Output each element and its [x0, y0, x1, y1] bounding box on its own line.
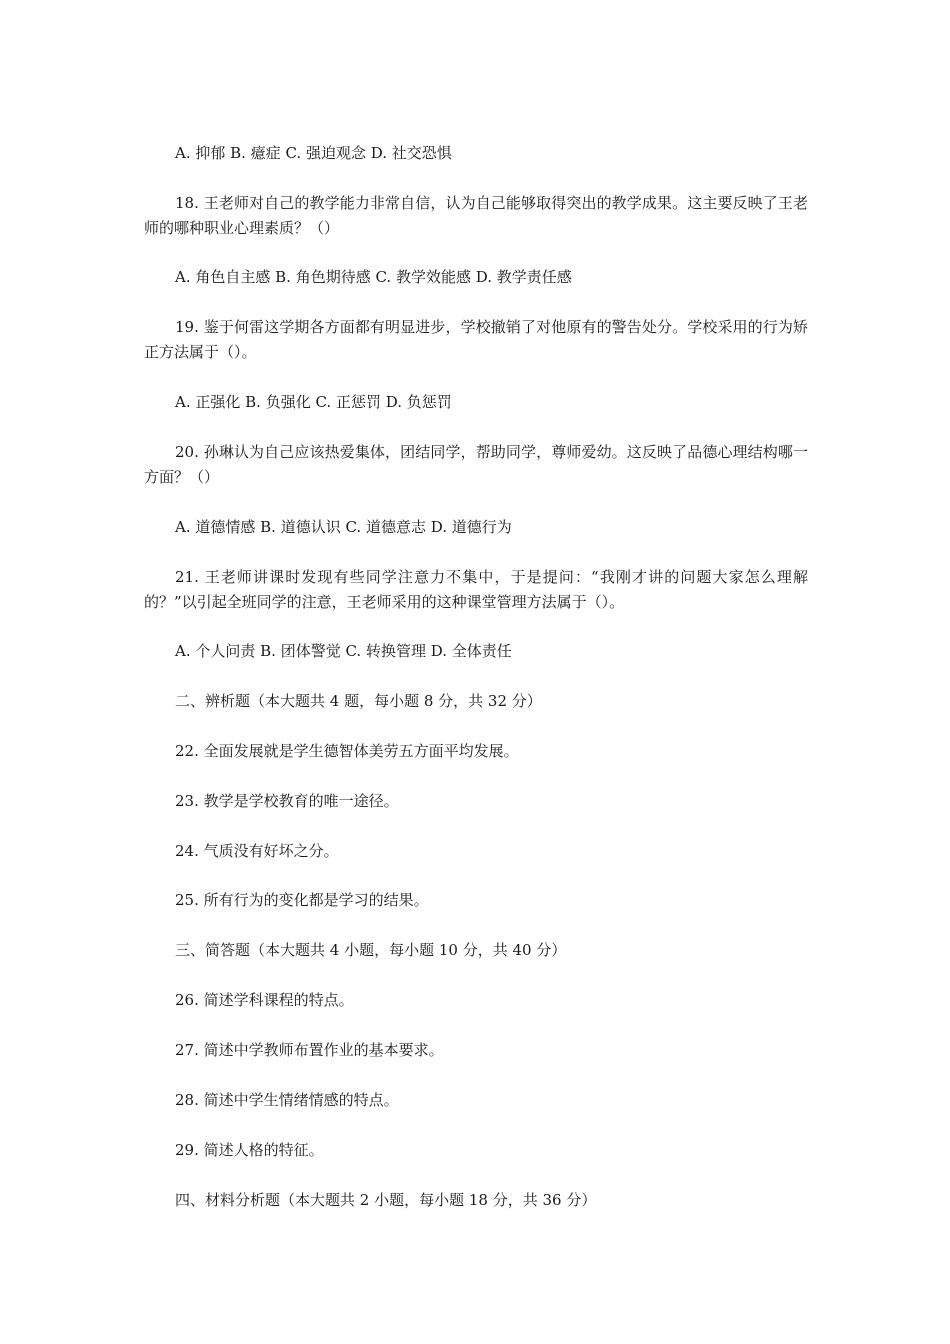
q19-question: 19. 鉴于何雷这学期各方面都有明显进步，学校撤销了对他原有的警告处分。学校采用的行为矫正方法属于（）。	[144, 318, 808, 361]
q20-options: A. 道德情感 B. 道德认识 C. 道德意志 D. 道德行为	[175, 518, 512, 536]
q23-question: 23. 教学是学校教育的唯一途径。	[175, 792, 399, 810]
q19-options: A. 正强化 B. 负强化 C. 正惩罚 D. 负惩罚	[175, 393, 452, 411]
q20-question: 20. 孙琳认为自己应该热爱集体，团结同学，帮助同学，尊师爱幼。这反映了品德心理结构哪一方面？（）	[144, 443, 808, 486]
q26-question: 26. 简述学科课程的特点。	[175, 991, 354, 1009]
q27-question: 27. 简述中学教师布置作业的基本要求。	[175, 1041, 444, 1059]
q28-question: 28. 简述中学生情绪情感的特点。	[175, 1091, 399, 1109]
section-3-heading: 三、简答题（本大题共 4 小题，每小题 10 分，共 40 分）	[175, 941, 567, 959]
q18-question: 18. 王老师对自己的教学能力非常自信，认为自己能够取得突出的教学成果。这主要反映了王老师的哪种职业心理素质？（）	[144, 194, 808, 237]
q21-options: A. 个人问责 B. 团体警觉 C. 转换管理 D. 全体责任	[175, 642, 512, 660]
q24-question: 24. 气质没有好坏之分。	[175, 842, 339, 860]
section-4-heading: 四、材料分析题（本大题共 2 小题，每小题 18 分，共 36 分）	[175, 1191, 597, 1209]
q21-question: 21. 王老师讲课时发现有些同学注意力不集中，于是提问：“我刚才讲的问题大家怎么理解的？”以引起全班同学的注意，王老师采用的这种课堂管理方法属于（）。	[144, 568, 808, 611]
q25-question: 25. 所有行为的变化都是学习的结果。	[175, 891, 429, 909]
q17-options: A. 抑郁 B. 癔症 C. 强迫观念 D. 社交恐惧	[175, 144, 452, 162]
section-2-heading: 二、辨析题（本大题共 4 题，每小题 8 分，共 32 分）	[175, 692, 542, 710]
q18-options: A. 角色自主感 B. 角色期待感 C. 教学效能感 D. 教学责任感	[175, 268, 572, 286]
q29-question: 29. 简述人格的特征。	[175, 1141, 324, 1159]
q22-question: 22. 全面发展就是学生德智体美劳五方面平均发展。	[175, 742, 519, 760]
